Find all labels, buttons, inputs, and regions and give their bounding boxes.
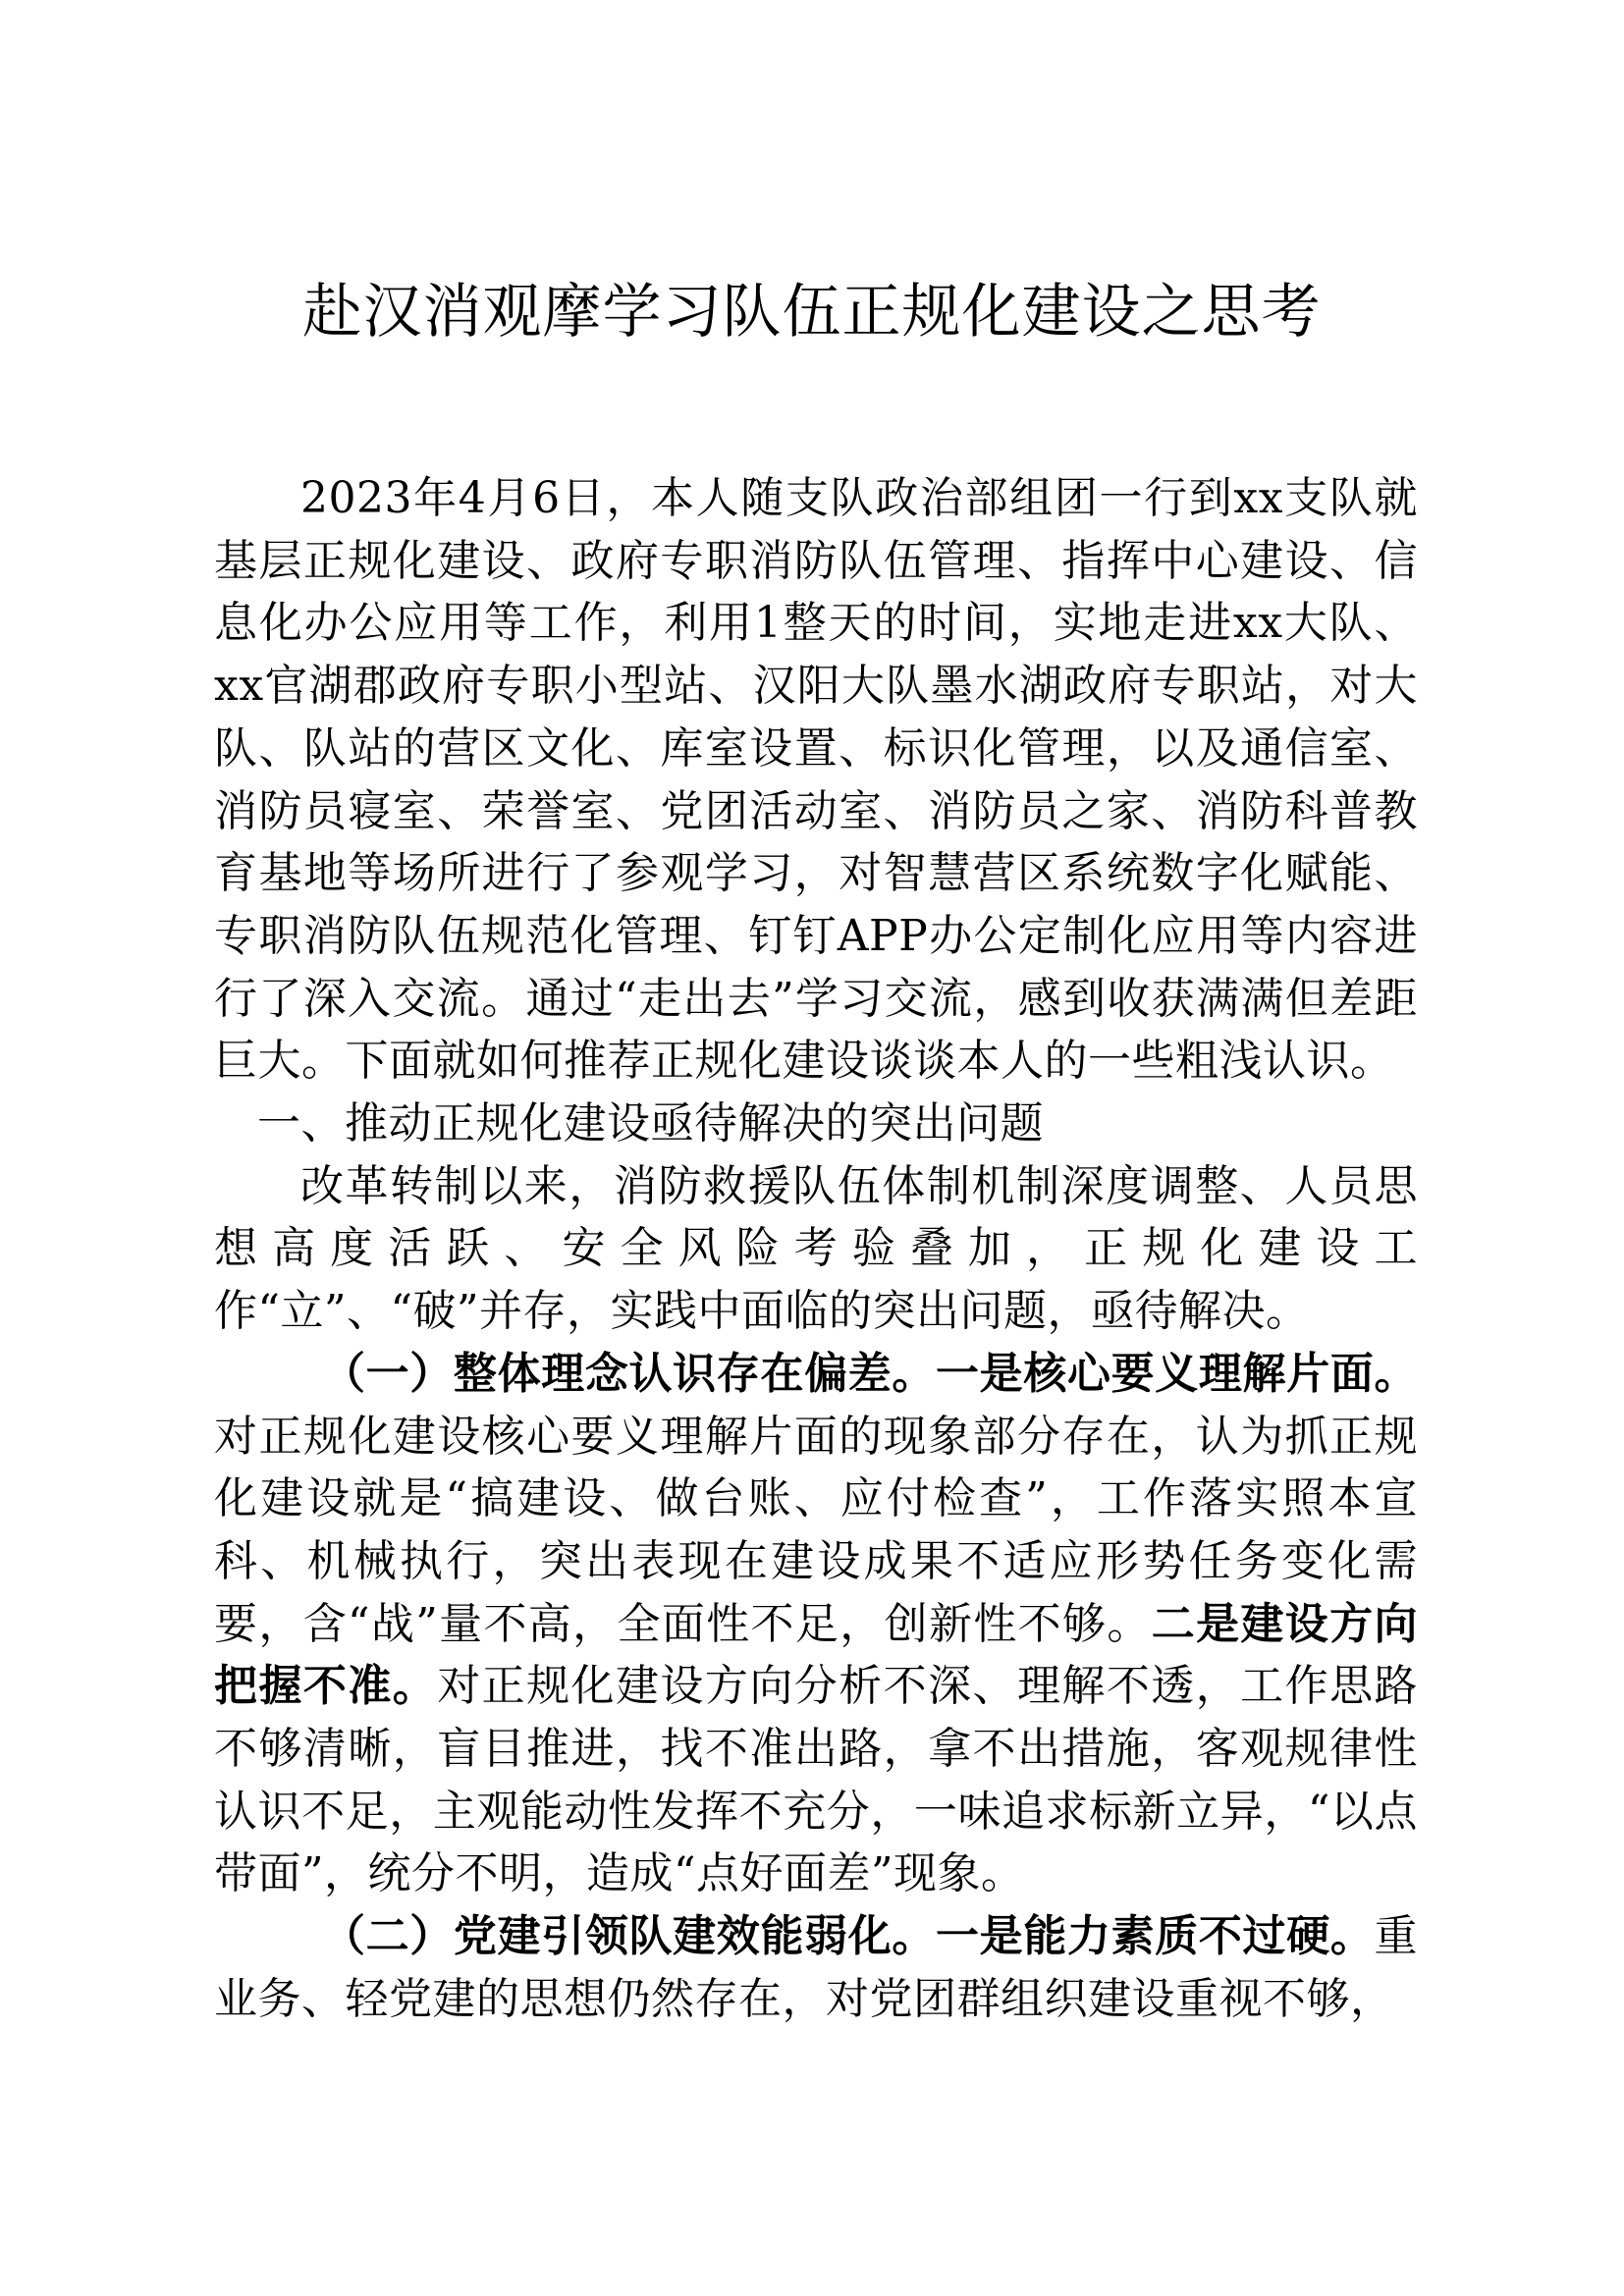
subsection-1-paragraph — [214, 1343, 1418, 1905]
subsection-2-heading: （二）党建引领队建效能弱化。一是能力素质不过硬。 — [322, 1911, 1375, 1962]
document-title: 赴汉消观摩学习队伍正规化建设之思考 — [302, 278, 1322, 347]
subsection-1-heading: （一）整体理念认识存在偏差。一是核心要义理解片面。 — [322, 1348, 1418, 1399]
section-intro-paragraph — [214, 1155, 1418, 1343]
subsection-1-point-2: 二是建设方向把握不准。 — [214, 1598, 1418, 1712]
subsection-1-text-b: 对正规化建设方向分析不深、理解不透，工作思路不够清晰，盲目推进，找不准出路，拿不出措施，客观规律性认识不足，主观能动性发挥不充分，一味追求标新立异，“以点带面”，统分不明，造成“点好面差”现象。 — [214, 1661, 1419, 1899]
intro-text: 2023年4月6日，本人随支队政治部组团一行到xx支队就基层正规化建设、政府专职消防队伍管理、指挥中心建设、信息化办公应用等工作，利用1整天的时间，实地走进xx大队、xx官湖郡政府专职小型站、汉阳大队墨水湖政府专职站，对大队、队站的营区文化、库室设置、标识化管理，以及通信室、消防员寝室、荣誉室、党团活动室、消防员之家、消防科普教育基地等场所进行了参观学习，对智慧营区系统数字化赋能、专职消防队伍规范化管理、钉钉APP办公定制化应用等内容进行了深入交流。通过“走出去”学习交流，感到收获满满但差距巨大。下面就如何推荐正规化建设谈谈本人的一些粗浅认识。 — [214, 473, 1418, 1087]
section-intro-text: 改革转制以来，消防救援队伍体制机制深度调整、人员思想高度活跃、安全风险考验叠加，正规化建设工作“立”、“破”并存，实践中面临的突出问题，亟待解决。 — [214, 1160, 1418, 1337]
subsection-2-paragraph — [214, 1905, 1418, 2030]
section-heading — [214, 1093, 1418, 1155]
subsection-1-text-a: 对正规化建设核心要义理解片面的现象部分存在，认为抓正规化建设就是“搞建设、做台账、应付检查”，工作落实照本宣科、机械执行，突出表现在建设成果不适应形势任务变化需要，含“战”量不高，全面性不足，创新性不够。 — [214, 1411, 1418, 1649]
subsection-2-text: 重业务、轻党建的思想仍然存在，对党团群组织建设重视不够， — [214, 1911, 1418, 2024]
section-heading-text: 一、推动正规化建设亟待解决的突出问题 — [257, 1098, 1044, 1149]
document-body — [214, 467, 1418, 2031]
intro-paragraph — [214, 467, 1418, 1093]
